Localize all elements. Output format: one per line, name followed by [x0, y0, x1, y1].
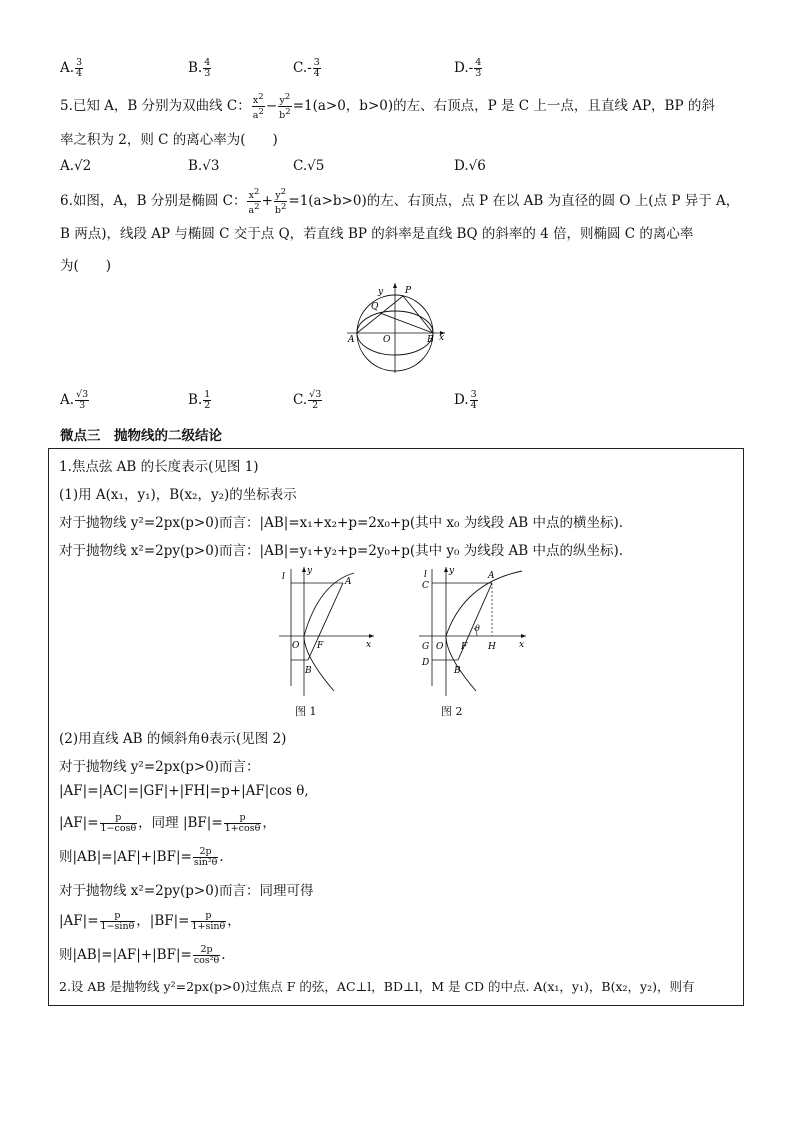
svg-text:y: y — [449, 566, 455, 576]
svg-text:B: B — [305, 666, 312, 676]
q6-choice-b: B. $\frac{1}{2}$ — [188, 389, 211, 411]
svg-text:A: A — [488, 571, 495, 581]
q6-stem-line3: 为( ) — [60, 258, 112, 274]
svg-text:B: B — [454, 666, 461, 676]
q6-stem-line1: 6.如图，A，B 分别是椭圆 C： $\frac{x^2}{a^2}$ + $\frac{y^2}{b^2}$ =1(a>b>0)的左、右顶点，点 P 在以 AB 为直径的圆 O 上(点 P 异于 A， — [60, 187, 740, 217]
svg-text:O: O — [436, 642, 444, 652]
box-line-1: 1.焦点弦 AB 的长度表示(见图 1) — [59, 459, 259, 475]
svg-text:O: O — [292, 641, 300, 651]
q4-choice-b: B. $\frac{4}{3}$ — [188, 57, 211, 79]
svg-text:B: B — [427, 335, 434, 345]
svg-text:y: y — [307, 566, 313, 576]
svg-text:x: x — [519, 640, 525, 650]
svg-text:A: A — [348, 335, 355, 345]
q4-choice-a: A. $\frac{3}{4}$ — [60, 57, 83, 79]
svg-text:D: D — [422, 658, 430, 668]
q5-choice-d: D.√6 — [454, 158, 486, 174]
q6-choice-a: A. $\frac{√3}{3}$ — [60, 389, 89, 411]
svg-text:l: l — [424, 570, 427, 580]
svg-text:C: C — [422, 581, 429, 591]
svg-text:A: A — [345, 577, 352, 587]
conclusion-box — [48, 448, 744, 1006]
fig-label: y — [378, 287, 384, 297]
svg-text:F: F — [461, 642, 468, 652]
q6-choice-c: C. $\frac{√3}{2}$ — [293, 389, 322, 411]
svg-text:x: x — [366, 640, 372, 650]
box-line-6: 对于抛物线 y²=2px(p>0)而言： — [59, 759, 260, 775]
q4-choice-d: D.- $\frac{4}{3}$ — [454, 57, 482, 79]
box-line-12: 则|AB|=|AF|+|BF|= $\frac{2p}{\text{cos²θ}}$ . — [59, 944, 226, 966]
svg-text:O: O — [383, 335, 391, 345]
box-line-7: |AF|=|AC|=|GF|+|FH|=p+|AF|cos θ, — [59, 783, 309, 799]
q5-stem-line2: 率之积为 2，则 C 的离心率为( ) — [60, 132, 278, 148]
section-title: 微点三 抛物线的二级结论 — [60, 428, 222, 444]
box-line-2: (1)用 A(x₁，y₁)，B(x₂，y₂)的坐标表示 — [59, 487, 297, 503]
box-line-5: (2)用直线 AB 的倾斜角θ表示(见图 2) — [59, 731, 287, 747]
svg-text:θ: θ — [475, 624, 480, 633]
figure-2-caption: 图 2 — [441, 705, 463, 718]
q6-choice-d: D. $\frac{3}{4}$ — [454, 389, 477, 411]
q5-stem-line1: 5.已知 A，B 分别为双曲线 C： $\frac{x^2}{a^2}$ − $\frac{y^2}{b^2}$ =1(a>0，b>0)的左、右顶点，P 是 C 上一点，且直线 AP，BP 的斜 — [60, 92, 715, 122]
box-line-13: 2.设 AB 是抛物线 y²=2px(p>0)过焦点 F 的弦，AC⊥l，BD⊥l，M 是 CD 的中点. A(x₁，y₁)，B(x₂，y₂)，则有 — [59, 979, 695, 994]
svg-text:Q: Q — [371, 302, 379, 312]
svg-text:P: P — [405, 286, 412, 296]
box-line-3: 对于抛物线 y²=2px(p>0)而言：|AB|=x₁+x₂+p=2x₀+p(其中 x₀ 为线段 AB 中点的横坐标). — [59, 515, 624, 531]
svg-text:G: G — [422, 642, 430, 652]
box-line-9: 则|AB|=|AF|+|BF|= $\frac{2p}{\text{sin²θ}}$ . — [59, 846, 224, 868]
box-line-8: |AF|= $\frac{p}{1-\cos\theta}$ ，同理 |BF|= $\frac{p}{1+\cos\theta}$ ， — [59, 812, 276, 834]
q5-choice-b: B.√3 — [188, 158, 220, 174]
q5-choice-a: A.√2 — [60, 158, 92, 174]
q5-choice-c: C.√5 — [293, 158, 325, 174]
svg-text:H: H — [488, 642, 496, 652]
q6-stem-line2: B 两点)，线段 AP 与椭圆 C 交于点 Q，若直线 BP 的斜率是直线 BQ 的斜率的 4 倍，则椭圆 C 的离心率 — [60, 226, 694, 242]
figure-1-parabola — [249, 561, 379, 711]
q6-ellipse-circle-figure — [345, 278, 450, 378]
svg-text:l: l — [282, 572, 285, 582]
svg-text:x: x — [439, 333, 445, 343]
box-line-4: 对于抛物线 x²=2py(p>0)而言：|AB|=y₁+y₂+p=2y₀+p(其中 y₀ 为线段 AB 中点的纵坐标). — [59, 543, 624, 559]
q4-choice-c: C.- $\frac{3}{4}$ — [293, 57, 320, 79]
q5-x-frac: $\frac{x^2}{a^2}$ — [252, 92, 264, 122]
box-line-11: |AF|= $\frac{p}{1-\sin\theta}$ ，|BF|= $\frac{p}{1+\sin\theta}$ ， — [59, 910, 241, 932]
box-line-10: 对于抛物线 x²=2py(p>0)而言：同理可得 — [59, 883, 314, 899]
figure-2-parabola — [414, 561, 534, 711]
figure-1-caption: 图 1 — [295, 705, 317, 718]
svg-text:F: F — [317, 641, 324, 651]
q5-y-frac: $\frac{y^2}{b^2}$ — [279, 92, 291, 122]
